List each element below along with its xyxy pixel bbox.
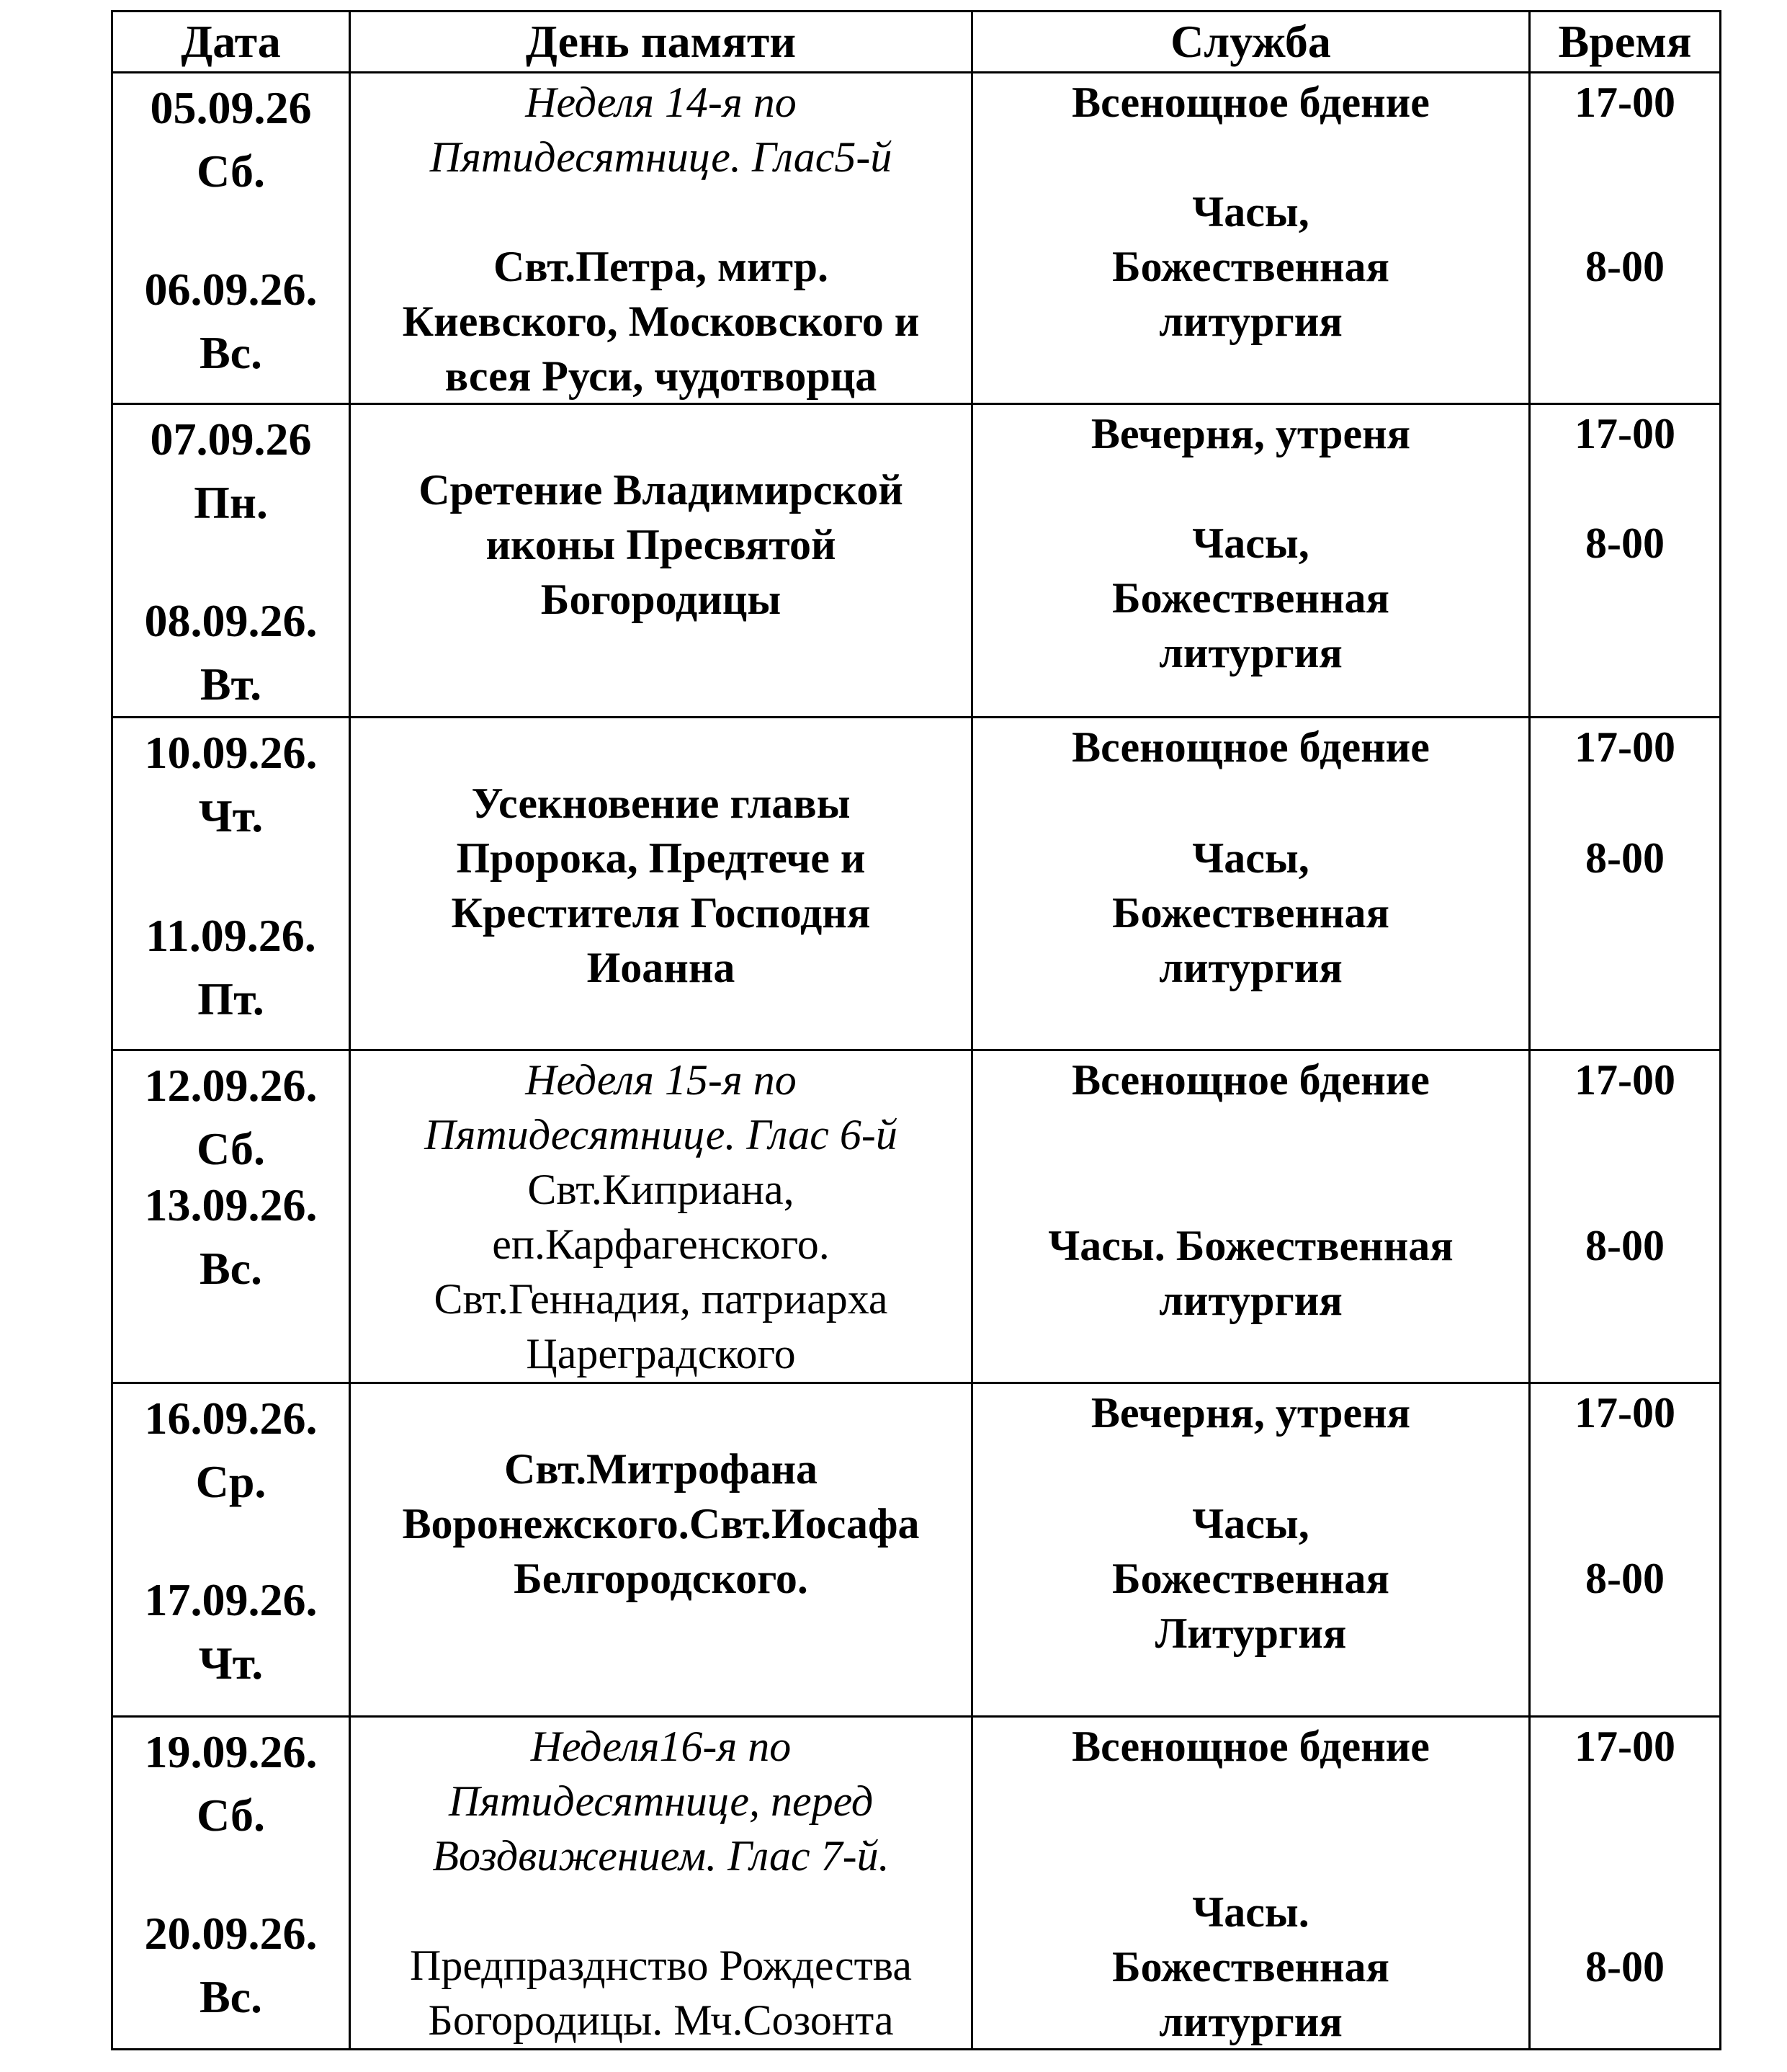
service-line: Вечерня, утреня [1090,410,1411,458]
table-row [112,404,1721,717]
weekday-line: Сб. [197,146,265,197]
memory-italic-line: Пятидесятнице. Глас5-й [429,133,892,181]
service-line: Божественная [1112,1555,1389,1603]
weekday-line: Вт. [200,658,262,710]
time-line: 8-00 [1585,834,1665,882]
date-line: 05.09.26 [150,82,312,133]
time-cell [1530,73,1721,404]
memory-italic-line: Неделя 15-я по [525,1055,797,1104]
memory-bold-line: всея Руси, чудотворца [444,352,877,400]
service-line: Часы, [1192,1500,1309,1548]
service-line: Часы, [1192,834,1309,882]
weekday-line: Сб. [197,1122,265,1174]
date-cell [112,404,350,717]
time-line: 17-00 [1575,79,1675,126]
memory-bold-line: Свт.Митрофана [503,1445,818,1493]
table-row [112,717,1721,1050]
header-service: Служба [972,12,1530,73]
time-line: 17-00 [1575,723,1675,771]
weekday-line: Чт. [198,790,264,841]
date-line: 06.09.26. [144,264,318,315]
time-cell [1530,1050,1721,1383]
memory-cell [350,717,972,1050]
weekday-line: Вс. [199,327,263,378]
memory-cell [350,404,972,717]
memory-plain-line: еп.Карфагенского. [492,1220,830,1268]
memory-plain-line: Свт.Геннадия, патриарха [434,1274,888,1323]
service-line: Божественная [1112,1942,1389,1991]
service-line: Всенощное бдение [1072,1055,1430,1104]
memory-cell [350,1383,972,1716]
weekday-line: Вс. [199,1970,263,2022]
date-line: 08.09.26. [144,595,318,647]
service-cell [972,717,1530,1050]
memory-cell [350,73,972,404]
service-line: Часы. Божественная [1048,1221,1454,1269]
service-cell [972,404,1530,717]
date-line: 07.09.26 [150,414,312,465]
service-line: Часы. [1192,1888,1309,1936]
weekday-line: Чт. [198,1638,264,1689]
service-line: Божественная [1112,888,1389,937]
memory-cell [350,1716,972,2049]
date-cell [112,1716,350,2049]
header-memory: День памяти [350,12,972,73]
weekday-line: Пт. [197,973,264,1024]
date-line: 16.09.26. [144,1393,318,1444]
time-cell [1530,1383,1721,1716]
time-line: 17-00 [1575,1055,1675,1104]
service-cell [972,1383,1530,1716]
date-cell [112,1383,350,1716]
date-line: 10.09.26. [144,726,318,778]
memory-bold-line: иконы Пресвятой [485,521,836,569]
time-cell [1530,404,1721,717]
memory-plain-line: Свт.Киприана, [527,1165,794,1213]
date-cell [112,1050,350,1383]
date-cell [112,717,350,1050]
time-cell [1530,717,1721,1050]
service-line: Всенощное бдение [1072,723,1430,771]
memory-italic-line: Неделя 14-я по [525,79,797,126]
service-cell [972,1716,1530,2049]
time-line: 17-00 [1575,1722,1675,1770]
table-row [112,1050,1721,1383]
date-line: 19.09.26. [144,1725,318,1777]
weekday-line: Пн. [194,477,268,529]
service-line: Божественная [1112,574,1389,622]
date-line: 13.09.26. [144,1179,318,1231]
memory-bold-line: Пророка, Предтече и [456,834,866,882]
header-date: Дата [112,12,350,73]
service-line: литургия [1159,298,1343,345]
memory-bold-line: Усекновение главы [471,779,851,827]
memory-bold-line: Воронежского.Свт.Иосафа [402,1500,920,1548]
memory-italic-line: Пятидесятнице, перед [448,1777,874,1825]
memory-bold-line: Сретение Владимирской [418,466,903,514]
time-line: 8-00 [1585,519,1665,568]
memory-bold-line: Крестителя Господня [451,888,871,937]
weekday-line: Ср. [195,1456,267,1508]
service-line: Вечерня, утреня [1090,1389,1411,1437]
weekday-line: Сб. [197,1789,265,1841]
time-line: 17-00 [1575,410,1675,458]
table-row [112,73,1721,404]
header-row [112,12,1721,73]
weekday-line: Вс. [199,1242,263,1294]
date-line: 12.09.26. [144,1059,318,1111]
time-line: 8-00 [1585,1555,1665,1603]
time-line: 8-00 [1585,1942,1665,1991]
date-line: 17.09.26. [144,1574,318,1626]
service-line: Часы, [1192,519,1309,568]
service-line: Литургия [1155,1609,1347,1658]
memory-italic-line: Неделя16-я по [530,1722,792,1770]
memory-bold-line: Киевского, Московского и [402,298,920,345]
memory-italic-line: Пятидесятнице. Глас 6-й [424,1110,897,1158]
schedule-table [111,10,1721,2050]
memory-bold-line: Иоанна [586,943,735,991]
header-time: Время [1530,12,1721,73]
service-cell [972,73,1530,404]
time-line: 8-00 [1585,1221,1665,1269]
service-line: литургия [1159,943,1343,991]
service-line: Всенощное бдение [1072,79,1430,126]
memory-bold-line: Богородицы [540,576,781,624]
memory-bold-line: Белгородского. [514,1555,808,1603]
date-line: 20.09.26. [144,1907,318,1959]
date-line: 11.09.26. [145,909,316,961]
time-line: 8-00 [1585,243,1665,290]
service-line: литургия [1159,629,1343,677]
table-row [112,1716,1721,2049]
service-cell [972,1050,1530,1383]
table-row [112,1383,1721,1716]
memory-plain-line: Цареградского [526,1329,796,1377]
time-cell [1530,1716,1721,2049]
memory-italic-line: Воздвижением. Глас 7-й. [432,1831,890,1880]
service-line: Часы, [1192,188,1309,236]
time-line: 17-00 [1575,1389,1675,1437]
memory-plain-line: Предпразднство Рождества [410,1941,912,1989]
memory-cell [350,1050,972,1383]
memory-plain-line: Богородицы. Мч.Созонта [428,1996,894,2044]
service-line: литургия [1159,1997,1343,2045]
service-line: литургия [1159,1276,1343,1324]
date-cell [112,73,350,404]
service-line: Всенощное бдение [1072,1722,1430,1770]
memory-bold-line: Свт.Петра, митр. [493,243,829,290]
service-line: Божественная [1112,243,1389,290]
